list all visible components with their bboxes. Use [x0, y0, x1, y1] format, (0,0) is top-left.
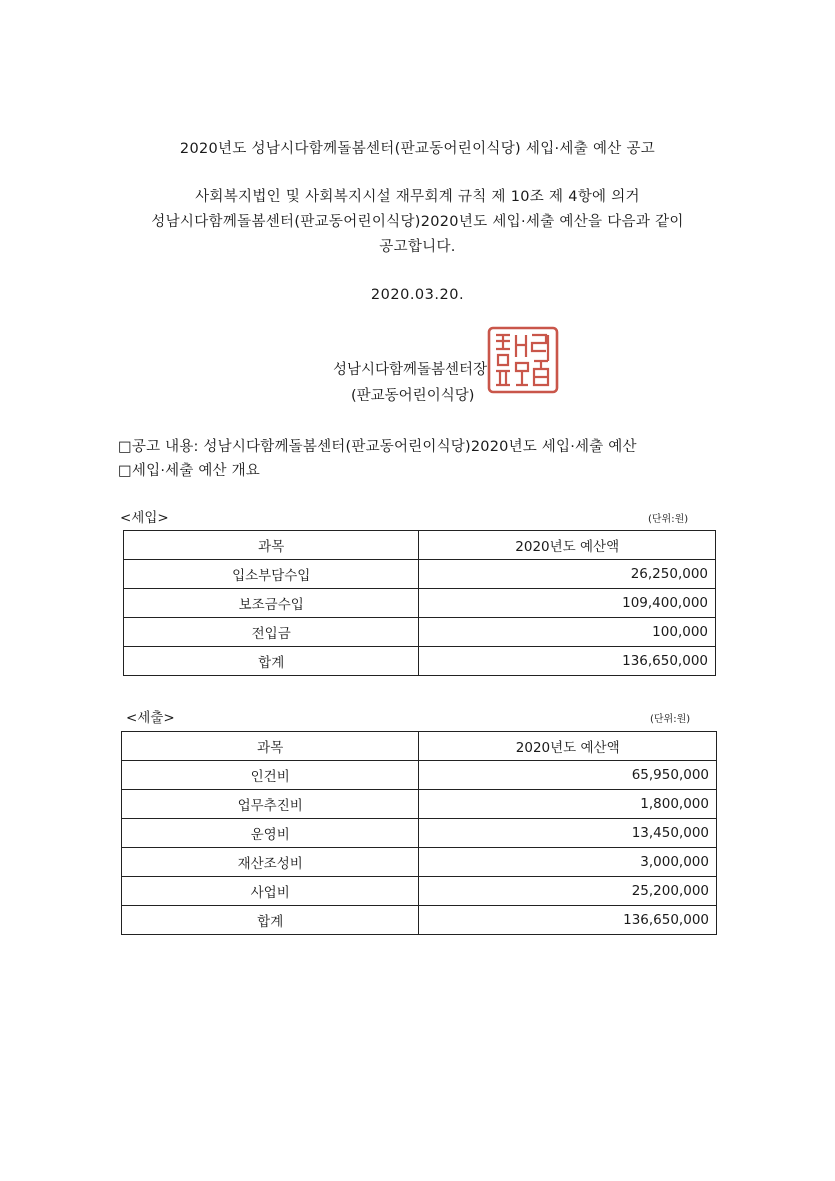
row-item: 합계 — [122, 906, 419, 935]
notice-overview-heading: □세입·세출 예산 개요 — [118, 463, 260, 479]
revenue-label: <세입> — [120, 510, 169, 526]
table-header-row — [122, 732, 717, 761]
row-amount: 13,450,000 — [419, 819, 717, 848]
row-item: 전입금 — [124, 618, 419, 647]
header-amount: 2020년도 예산액 — [419, 531, 716, 560]
table-row — [124, 560, 716, 589]
table-row — [122, 790, 717, 819]
signer-title: 성남시다함께돌봄센터장 — [333, 362, 488, 378]
row-amount: 3,000,000 — [419, 848, 717, 877]
notice-content: □공고 내용: 성남시다함께돌봄센터(판교동어린이식당)2020년도 세입·세출 예산 — [118, 439, 637, 455]
table-row — [124, 589, 716, 618]
row-item: 보조금수입 — [124, 589, 419, 618]
row-item: 입소부담수입 — [124, 560, 419, 589]
intro-line-1: 사회복지법인 및 사회복지시설 재무회계 규칙 제 10조 제 4항에 의거 — [195, 189, 640, 205]
row-amount: 65,950,000 — [419, 761, 717, 790]
revenue-table — [123, 530, 716, 676]
signer-organization: (판교동어린이식당) — [351, 388, 475, 404]
row-amount: 26,250,000 — [419, 560, 716, 589]
row-item: 운영비 — [122, 819, 419, 848]
row-amount: 109,400,000 — [419, 589, 716, 618]
expenditure-table — [121, 731, 717, 935]
table-row — [124, 618, 716, 647]
row-item: 인건비 — [122, 761, 419, 790]
row-amount: 136,650,000 — [419, 647, 716, 676]
row-amount: 100,000 — [419, 618, 716, 647]
revenue-unit: (단위:원) — [648, 514, 689, 525]
expenditure-label: <세출> — [126, 710, 175, 726]
expenditure-unit: (단위:원) — [650, 714, 691, 725]
header-amount: 2020년도 예산액 — [419, 732, 717, 761]
intro-line-2: 성남시다함께돌봄센터(판교동어린이식당)2020년도 세입·세출 예산을 다음과 같이 — [151, 214, 684, 230]
row-item: 합계 — [124, 647, 419, 676]
row-item: 사업비 — [122, 877, 419, 906]
header-item: 과목 — [122, 732, 419, 761]
table-total-row — [122, 906, 717, 935]
row-amount: 1,800,000 — [419, 790, 717, 819]
notice-title: 2020년도 성남시다함께돌봄센터(판교동어린이식당) 세입·세출 예산 공고 — [179, 141, 656, 157]
table-total-row — [124, 647, 716, 676]
table-row — [122, 761, 717, 790]
row-item: 재산조성비 — [122, 848, 419, 877]
official-seal — [486, 325, 560, 395]
row-item: 업무추진비 — [122, 790, 419, 819]
table-header-row — [124, 531, 716, 560]
row-amount: 25,200,000 — [419, 877, 717, 906]
header-item: 과목 — [124, 531, 419, 560]
table-row — [122, 848, 717, 877]
row-amount: 136,650,000 — [419, 906, 717, 935]
notice-date: 2020.03.20. — [370, 287, 465, 303]
table-row — [122, 877, 717, 906]
intro-line-3: 공고합니다. — [379, 239, 456, 255]
table-row — [122, 819, 717, 848]
